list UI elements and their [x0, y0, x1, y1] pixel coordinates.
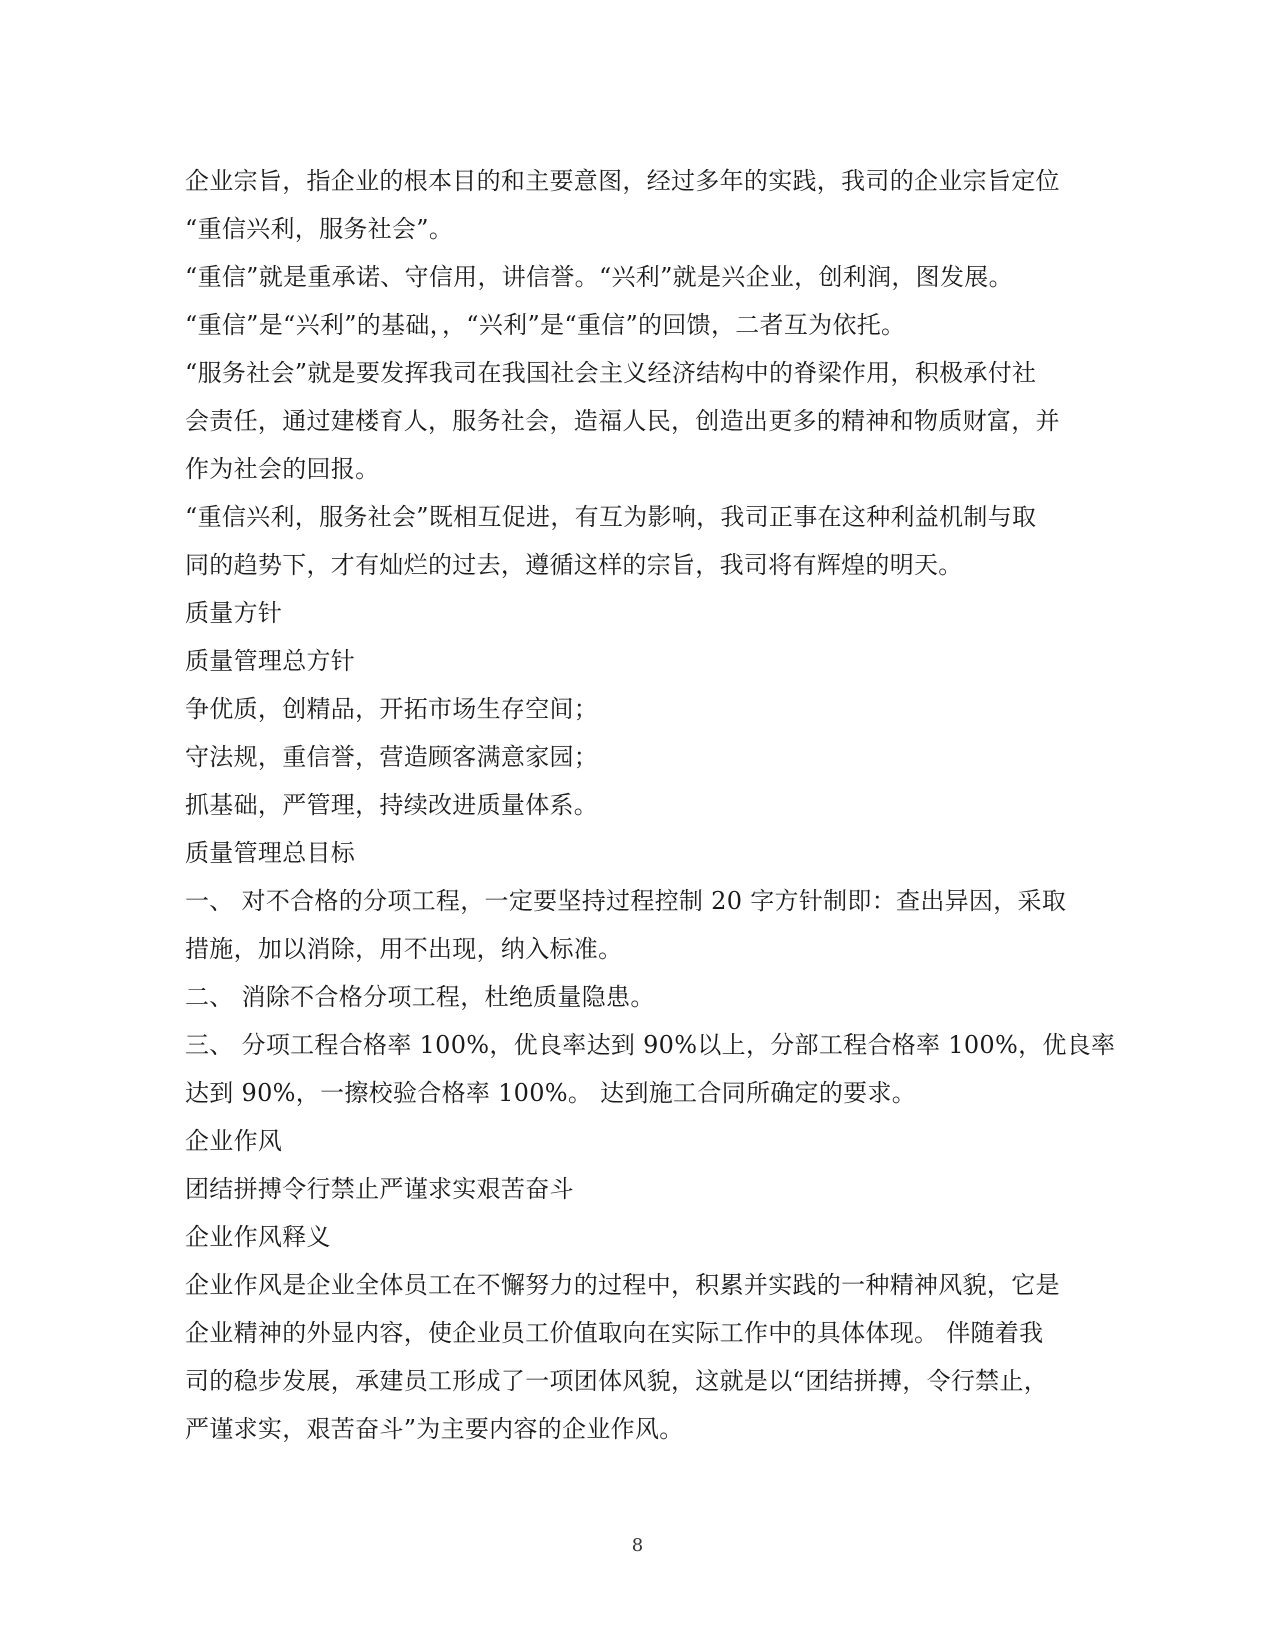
text-line: 企业宗旨，指企业的根本目的和主要意图，经过多年的实践，我司的企业宗旨定位: [185, 167, 1060, 195]
text-line: 争优质，创精品，开拓市场生存空间；: [185, 695, 599, 723]
text-line: 抓基础，严管理，持续改进质量体系。: [185, 791, 599, 819]
text-line: 三、 分项工程合格率 100%，优良率达到 90%以上，分部工程合格率 100%，优良率: [185, 1031, 1116, 1059]
text-line: 措施，加以消除，用不出现，纳入标准。: [185, 935, 623, 963]
page-number: 8: [631, 1535, 644, 1556]
text-line: 团结拼搏令行禁止严谨求实艰苦奋斗: [185, 1175, 574, 1203]
section-heading: 企业作风释义: [185, 1223, 331, 1251]
text-line: “重信兴利，服务社会”既相互促进，有互为影响，我司正事在这种利益机制与取: [185, 503, 1037, 531]
text-line: 企业作风是企业全体员工在不懈努力的过程中，积累并实践的一种精神风貌，它是: [185, 1271, 1060, 1299]
text-line: 严谨求实，艰苦奋斗”为主要内容的企业作风。: [185, 1415, 684, 1443]
text-line: 企业精神的外显内容，使企业员工价值取向在实际工作中的具体体现。 伴随着我: [185, 1319, 1044, 1347]
text-line: 会责任，通过建楼育人，服务社会，造福人民，创造出更多的精神和物质财富，并: [185, 407, 1060, 435]
text-line: “重信”就是重承诺、守信用，讲信誉。“兴利”就是兴企业，创利润，图发展。: [185, 263, 1013, 291]
text-line: 司的稳步发展，承建员工形成了一项团体风貌，这就是以“团结拼搏，令行禁止，: [185, 1367, 1049, 1395]
text-line: “服务社会”就是要发挥我司在我国社会主义经济结构中的脊梁作用，积极承付社: [185, 359, 1037, 387]
section-heading: 质量方针: [185, 599, 283, 627]
text-line: 守法规，重信誉，营造顾客满意家园；: [185, 743, 599, 771]
text-line: 达到 90%，一擦校验合格率 100%。 达到施工合同所确定的要求。: [185, 1079, 917, 1107]
document-body: [185, 157, 1116, 1453]
section-heading: 质量管理总方针: [185, 647, 356, 675]
section-heading: 企业作风: [185, 1127, 283, 1155]
section-heading: 质量管理总目标: [185, 839, 356, 867]
text-line: “重信兴利，服务社会”。: [185, 215, 454, 243]
text-line: “重信”是“兴利”的基础，，“兴利”是“重信”的回馈，二者互为依托。: [185, 311, 906, 339]
text-line: 同的趋势下，才有灿烂的过去，遵循这样的宗旨，我司将有辉煌的明天。: [185, 551, 963, 579]
text-line: 一、 对不合格的分项工程，一定要坚持过程控制 20 字方针制即：查出异因，采取: [185, 887, 1067, 915]
text-line: 二、 消除不合格分项工程，杜绝质量隐患。: [185, 983, 655, 1011]
text-line: 作为社会的回报。: [185, 455, 380, 483]
